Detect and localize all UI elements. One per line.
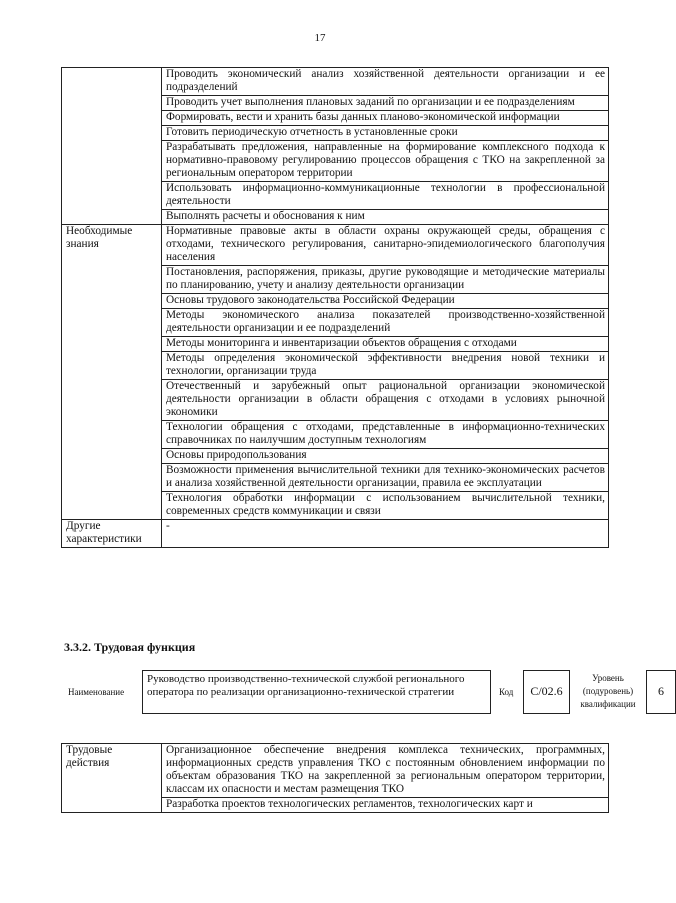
row-label [62,68,162,225]
labor-actions-table-body [62,744,609,813]
table-row [62,520,609,548]
name-value: Руководство производственно-технической службой регионального оператора по реализации организационно-технической стратегии [142,670,491,714]
row-text: Отечественный и зарубежный опыт рациональной организации экономической деятельности организации в области обращения с отходами в условиях рыночной экономики [162,380,609,421]
row-text: Технология обработки информации с использованием вычислительной техники, современных средств коммуникации и связи [162,492,609,520]
row-text: Нормативные правовые акты в области охраны окружающей среды, обращения с отходами, технического регулирования, санитарно-эпидемиологического благополучия населения [162,225,609,266]
level-value: 6 [646,670,676,714]
row-text: Основы природопользования [162,449,609,464]
row-text: Методы определения экономической эффективности внедрения новой техники и технологии, организации труда [162,352,609,380]
row-label: Необходимые знания [62,225,162,520]
section-heading: 3.3.2. Трудовая функция [64,640,196,654]
row-text: Основы трудового законодательства Российской Федерации [162,294,609,309]
row-text: Организационное обеспечение внедрения комплекса технических, программных, информационных средств управления ТКО с постоянным обновлением информации по объектам образования ТКО на закрепленной за региональным оператором территории, классам их опасности и местам размещения ТКО [162,744,609,798]
requirements-table-body [62,68,609,548]
name-label: Наименование [68,687,125,697]
row-text: Методы экономического анализа показателей производственно-хозяйственной деятельности организации и ее подразделений [162,309,609,337]
row-label: Трудовые действия [62,744,162,813]
table-row [62,68,609,96]
page-number: 17 [314,32,326,44]
code-value: C/02.6 [523,670,570,714]
labor-actions-table [61,743,609,813]
table-row [62,225,609,266]
function-header [68,670,664,716]
row-label: Другие характеристики [62,520,162,548]
row-text: Выполнять расчеты и обоснования к ним [162,210,609,225]
row-text: Проводить экономический анализ хозяйственной деятельности организации и ее подразделений [162,68,609,96]
row-text: Использовать информационно-коммуникационные технологии в профессиональной деятельности [162,182,609,210]
row-text: Проводить учет выполнения плановых заданий по организации и ее подразделениям [162,96,609,111]
row-text: Технологии обращения с отходами, представленные в информационно-технических справочниках по наилучшим доступным технологиям [162,421,609,449]
row-text: - [162,520,609,548]
level-label: Уровень (подуровень) квалификации [580,673,636,709]
row-text: Постановления, распоряжения, приказы, другие руководящие и методические материалы по планированию, учету и анализу деятельности организации [162,266,609,294]
row-text: Разработка проектов технологических регламентов, технологических карт и [162,798,609,813]
table-row [62,744,609,798]
code-label: Код [499,687,514,697]
row-text: Разрабатывать предложения, направленные на формирование комплексного подхода к нормативно-правовому регулированию процессов обращения с ТКО на закрепленной за региональным оператором территории [162,141,609,182]
row-text: Готовить периодическую отчетность в установленные сроки [162,126,609,141]
row-text: Формировать, вести и хранить базы данных планово-экономической информации [162,111,609,126]
row-text: Возможности применения вычислительной техники для технико-экономических расчетов и анализа хозяйственной деятельности организации, правила ее эксплуатации [162,464,609,492]
row-text: Методы мониторинга и инвентаризации объектов обращения с отходами [162,337,609,352]
requirements-table [61,67,609,548]
